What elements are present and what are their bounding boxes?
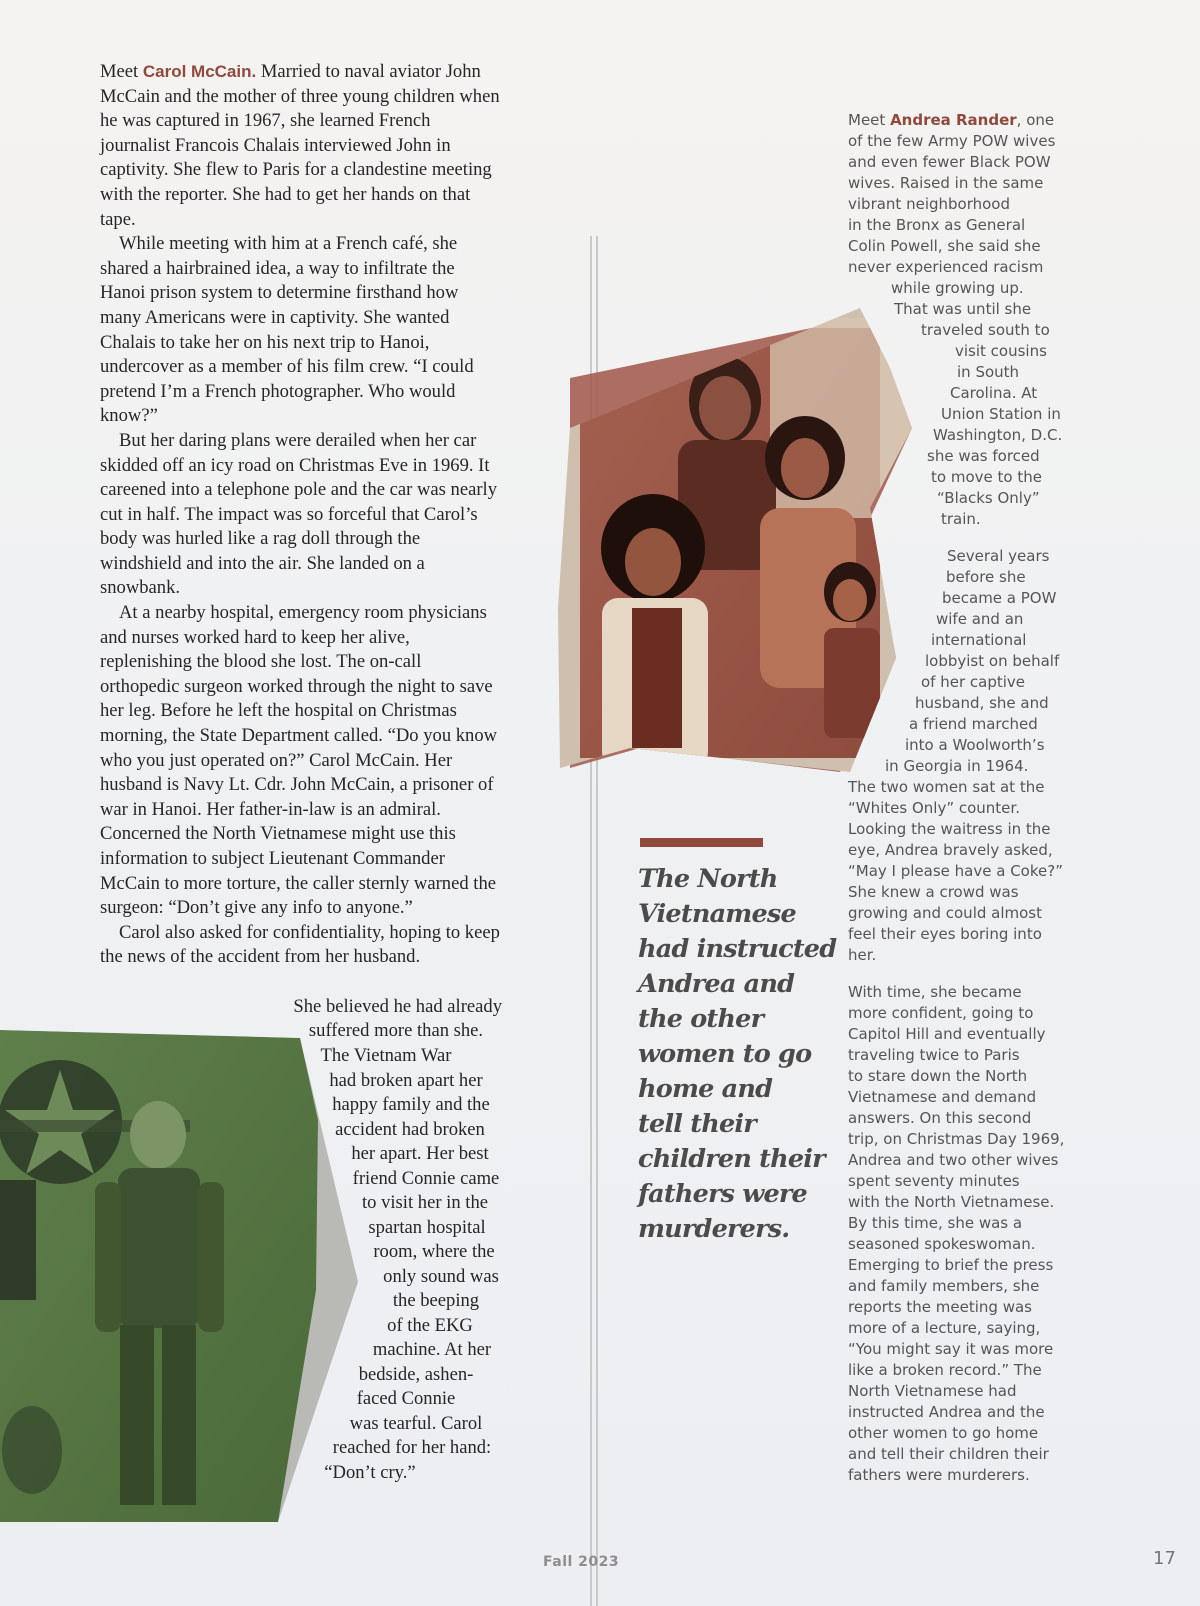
andrea-line: reports the meeting was [848,1298,1032,1316]
andrea-line: lobbyist on behalf [925,652,1060,670]
andrea-line: growing and could almost [848,904,1042,922]
carol-wrap-line: only sound was [383,1266,499,1287]
andrea-line: The two women sat at the [848,778,1045,796]
pull-quote-line: home and [638,1074,773,1104]
andrea-line: fathers were murderers. [848,1466,1030,1484]
pull-quote-line: Vietnamese [638,899,796,929]
carol-wrap-line: spartan hospital [368,1217,486,1238]
carol-name: Carol McCain. [142,62,257,81]
andrea-name: Andrea Rander [890,111,1017,129]
andrea-line: to stare down the North [848,1067,1028,1085]
carol-wrap-line: happy family and the [332,1094,490,1115]
andrea-line: “Blacks Only” [937,489,1040,507]
andrea-line: seasoned spokeswoman. [848,1235,1036,1253]
carol-paragraph-text: Married to naval aviator John McCain and the mother of three young children when he was captured in 1967, she learned French journalist Francois Chalais interviewed John in captivity. She flew to Paris for a clandestine meeting with the reporter. She had to get her hands on that tape. [100,61,500,230]
pull-quote-line: The North [638,864,778,894]
andrea-line: in Georgia in 1964. [885,757,1029,775]
issue-label: Fall 2023 [543,1554,620,1570]
andrea-line: “You might say it was more [848,1340,1054,1358]
carol-intro-label: Meet [100,61,143,82]
carol-paragraph-5: Carol also asked for confidentiality, hoping to keep the news of the accident from her husband. [100,921,500,968]
pull-quote-line: fathers were [638,1179,807,1209]
andrea-line: and family members, she [848,1277,1040,1295]
carol-wrap-line: room, where the [373,1241,495,1262]
andrea-line: and tell their children their [848,1445,1049,1463]
carol-wrap-line: to visit her in the [361,1192,488,1213]
carol-wrap-line: was tearful. Carol [349,1413,483,1434]
carol-wrap-line: friend Connie came [352,1168,500,1189]
andrea-line: North Vietnamese had [848,1382,1017,1400]
andrea-line: feel their eyes boring into [848,925,1042,943]
andrea-line: a friend marched [909,715,1038,733]
carol-wrap-line: her apart. Her best [351,1143,489,1164]
andrea-line: Emerging to brief the press [848,1256,1054,1274]
andrea-line: Capitol Hill and eventually [848,1025,1046,1043]
andrea-line: answers. On this second [848,1109,1032,1127]
andrea-line: never experienced racism [848,258,1044,276]
carol-paragraph-4: At a nearby hospital, emergency room physicians and nurses worked hard to keep her alive, replenishing the blood she lost. The on-call orthopedic surgeon worked through the night to save her leg. Before he left the hospital on Christmas morning, the State Department called. “Do you know who you just operated on?” Carol McCain. Her husband is Navy Lt. Cdr. John McCain, a prisoner of war in Hanoi. Her father-in-law is an admiral. Concerned the North Vietnamese might use this information to subject Lieutenant Commander McCain to more torture, the caller sternly warned the surgeon: “Don’t give any info to anyone.” [100,602,498,919]
andrea-line: eye, Andrea bravely asked, [848,841,1053,859]
carol-wrap-line: She believed he had already [293,996,502,1017]
pull-quote-line: the other [638,1004,764,1034]
pull-quote-line: Andrea and [638,969,795,999]
pull-quote-line: tell their [638,1109,756,1139]
carol-paragraph-3: But her daring plans were derailed when her car skidded off an icy road on Christmas Eve in 1969. It careened into a telephone pole and the car was nearly cut in half. The impact was so forceful that Carol’s body was hurled like a rag doll through the windshield and into the air. She landed on a snowbank. [100,429,497,599]
andrea-line: more of a lecture, saying, [848,1319,1041,1337]
carol-paragraph-2: While meeting with him at a French café, she shared a hairbrained idea, a way to infiltrate the Hanoi prison system to determine firsthand how many Americans were in captivity. She wanted Chalais to take her on his next trip to Hanoi, undercover as a member of his film crew. “I could pretend I’m a French photographer. Who would know?” [100,233,474,427]
andrea-line: Washington, D.C. [933,426,1063,444]
andrea-line: and even fewer Black POW [848,153,1051,171]
andrea-line: in South [957,363,1020,381]
andrea-first-line-rest: , one [1016,111,1055,129]
andrea-line: vibrant neighborhood [848,195,1010,213]
pull-quote-line: had instructed [638,934,837,964]
carol-wrap-line: suffered more than she. [308,1020,484,1041]
andrea-line: she was forced [927,447,1040,465]
andrea-line: “May I please have a Coke?” [848,862,1063,880]
andrea-line: trip, on Christmas Day 1969, [848,1130,1065,1148]
pull-quote-line: murderers. [638,1214,790,1244]
andrea-line: wife and an [936,610,1024,628]
andrea-line: before she [946,568,1026,586]
andrea-line: Vietnamese and demand [848,1088,1037,1106]
carol-wrap-line: bedside, ashen- [358,1364,474,1385]
andrea-line: international [931,631,1027,649]
carol-wrap-line: had broken apart her [329,1070,483,1091]
andrea-line: traveling twice to Paris [848,1046,1020,1064]
andrea-line: her. [848,946,877,964]
andrea-line: Andrea and two other wives [848,1151,1059,1169]
andrea-line: in the Bronx as General [848,216,1026,234]
andrea-line: Looking the waitress in the [848,820,1051,838]
andrea-line: By this time, she was a [848,1214,1023,1232]
andrea-line: Colin Powell, she said she [848,237,1041,255]
andrea-line: husband, she and [915,694,1049,712]
andrea-line: “Whites Only” counter. [848,799,1020,817]
carol-wrap-line: the beeping [392,1290,480,1311]
andrea-first-line [848,110,1054,131]
andrea-line: of the few Army POW wives [848,132,1056,150]
andrea-line: more confident, going to [848,1004,1034,1022]
carol-wrap-line: machine. At her [372,1339,492,1360]
andrea-line: She knew a crowd was [848,883,1019,901]
andrea-line: like a broken record.” The [848,1361,1042,1379]
andrea-line: Several years [947,547,1050,565]
andrea-line: traveled south to [921,321,1050,339]
andrea-line: while growing up. [891,279,1024,297]
andrea-line: into a Woolworth’s [905,736,1045,754]
andrea-line: train. [941,510,981,528]
andrea-line: With time, she became [848,983,1022,1001]
page-number: 17 [1153,1548,1176,1569]
carol-wrap-line: “Don’t cry.” [324,1462,416,1483]
andrea-line: Carolina. At [950,384,1038,402]
andrea-line: wives. Raised in the same [848,174,1044,192]
pull-quote-line: women to go [638,1039,812,1069]
andrea-line: with the North Vietnamese. [848,1193,1055,1211]
andrea-line: other women to go home [848,1424,1039,1442]
andrea-line: That was until she [894,300,1032,318]
andrea-line: to move to the [931,468,1042,486]
andrea-intro-label: Meet [848,111,891,129]
carol-wrap-line: accident had broken [335,1119,485,1140]
andrea-line: Union Station in [941,405,1061,423]
andrea-line: visit cousins [955,342,1047,360]
carol-wrap-line: The Vietnam War [320,1045,452,1066]
andrea-line: of her captive [921,673,1026,691]
pull-quote-line: children their [638,1144,825,1174]
andrea-line: became a POW [942,589,1057,607]
andrea-line: instructed Andrea and the [848,1403,1045,1421]
andrea-line: spent seventy minutes [848,1172,1020,1190]
carol-wrap-line: of the EKG [387,1315,473,1336]
carol-wrap-line: reached for her hand: [332,1437,492,1458]
carol-wrap-line: faced Connie [356,1388,456,1409]
